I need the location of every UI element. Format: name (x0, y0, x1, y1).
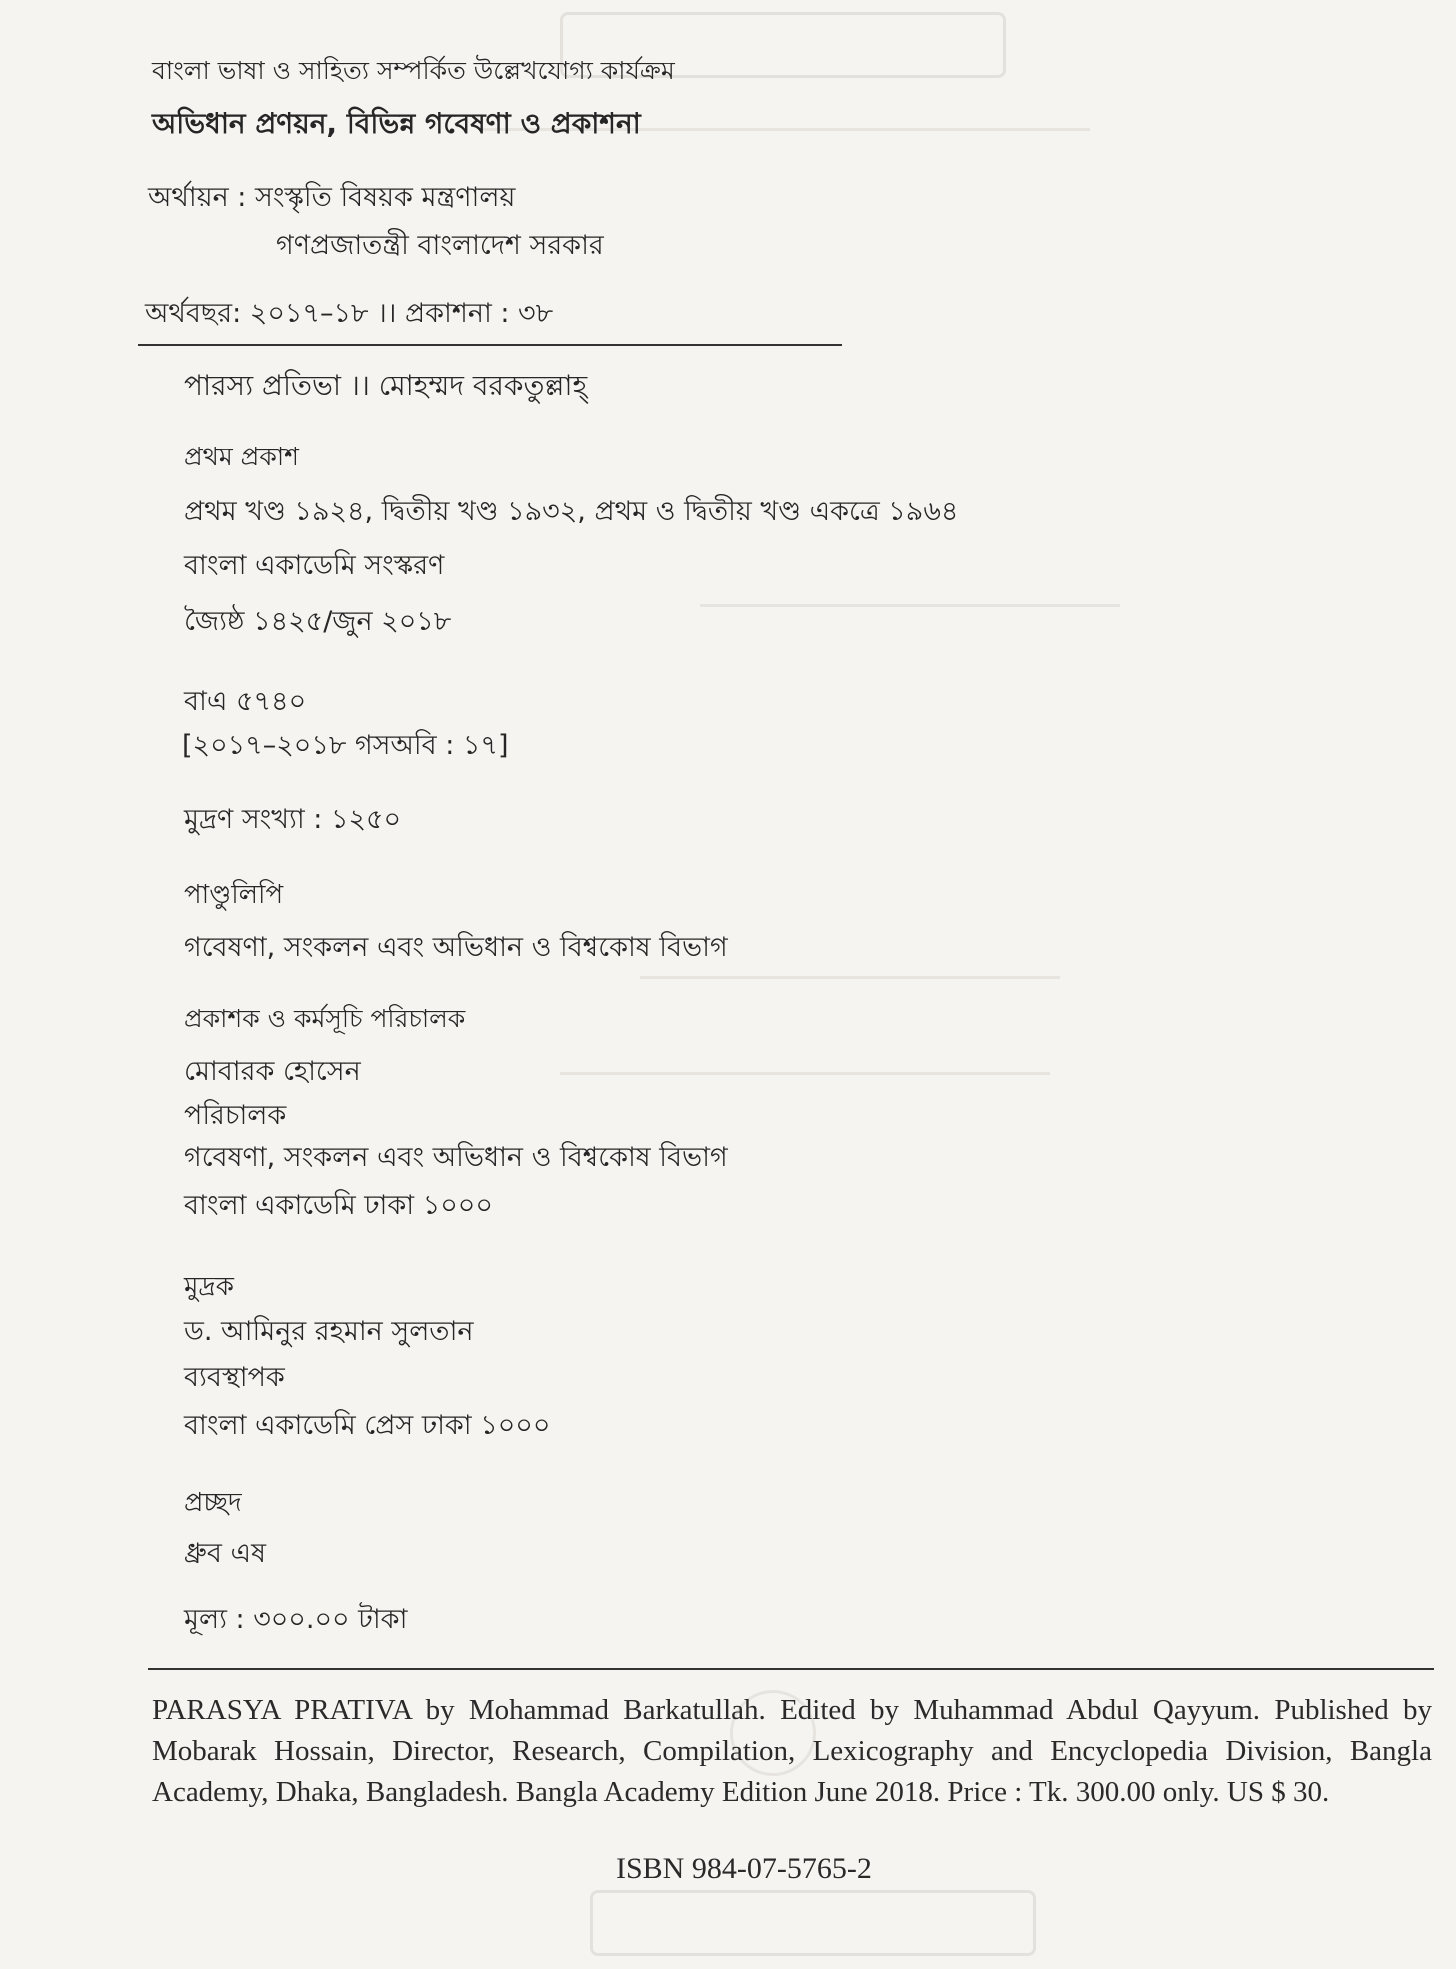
bleed-through-shape (640, 976, 1060, 1005)
printer-name: ড. আমিনুর রহমান সুলতান (184, 1316, 474, 1347)
isbn: ISBN 984-07-5765-2 (616, 1852, 872, 1885)
printer-address: বাংলা একাডেমি প্রেস ঢাকা ১০০০ (184, 1410, 551, 1441)
printer-title: ব্যবস্থাপক (184, 1362, 285, 1393)
header-divider (138, 344, 842, 346)
bleed-through-shape (700, 604, 1120, 633)
bleed-through-shape (590, 1890, 1036, 1956)
gosobi-number: [২০১৭–২০১৮ গসঅবি : ১৭] (182, 730, 509, 761)
program-line: অভিধান প্রণয়ন, বিভিন্ন গবেষণা ও প্রকাশনা (152, 107, 641, 140)
series-line: বাংলা ভাষা ও সাহিত্য সম্পর্কিত উল্লেখযোগ্য কার্যক্রম (152, 56, 675, 85)
fiscal-year-line: অর্থবছর: ২০১৭–১৮ ।। প্রকাশনা : ৩৮ (145, 298, 554, 329)
footer-divider (148, 1668, 1434, 1670)
print-count: মুদ্রণ সংখ্যা : ১২৫০ (184, 804, 402, 835)
first-publication-detail: প্রথম খণ্ড ১৯২৪, দ্বিতীয় খণ্ড ১৯৩২, প্রথম ও দ্বিতীয় খণ্ড একত্রে ১৯৬৪ (184, 496, 959, 527)
funding-line-2: গণপ্রজাতন্ত্রী বাংলাদেশ সরকার (276, 230, 604, 261)
publisher-department: গবেষণা, সংকলন এবং অভিধান ও বিশ্বকোষ বিভাগ (184, 1142, 728, 1173)
ba-number: বাএ ৫৭৪০ (184, 686, 307, 717)
edition-date: জ্যৈষ্ঠ ১৪২৫/জুন ২০১৮ (184, 606, 452, 637)
publisher-name: মোবারক হোসেন (184, 1056, 361, 1087)
publisher-title: পরিচালক (184, 1100, 287, 1131)
title-author: পারস্য প্রতিভা ।। মোহম্মদ বরকতুল্লাহ্ (184, 369, 588, 402)
manuscript-department: গবেষণা, সংকলন এবং অভিধান ও বিশ্বকোষ বিভাগ (184, 932, 728, 963)
price-line: মূল্য : ৩০০.০০ টাকা (184, 1604, 408, 1635)
first-publication-heading: প্রথম প্রকাশ (184, 442, 299, 471)
cover-artist: ধ্রুব এষ (184, 1538, 266, 1569)
printer-heading: মুদ্রক (184, 1272, 234, 1302)
english-imprint: PARASYA PRATIVA by Mohammad Barkatullah. Edited by Muhammad Abdul Qayyum. Published by Mobarak Hossain, Director, Research, Compilation, Lexicography and Encyclopedia Division, Bangla Academy, Dhaka, Bangladesh. Bangla Academy Edition June 2018. Price : Tk. 300.00 only. US $ 30. (152, 1694, 1432, 1808)
bleed-through-shape (560, 1072, 1050, 1101)
cover-heading: প্রচ্ছদ (184, 1488, 242, 1518)
manuscript-heading: পাণ্ডুলিপি (184, 880, 284, 910)
edition-label: বাংলা একাডেমি সংস্করণ (184, 550, 445, 581)
publisher-heading: প্রকাশক ও কর্মসূচি পরিচালক (184, 1004, 466, 1033)
publisher-address: বাংলা একাডেমি ঢাকা ১০০০ (184, 1190, 493, 1221)
funding-line: অর্থায়ন : সংস্কৃতি বিষয়ক মন্ত্রণালয় (148, 182, 516, 213)
